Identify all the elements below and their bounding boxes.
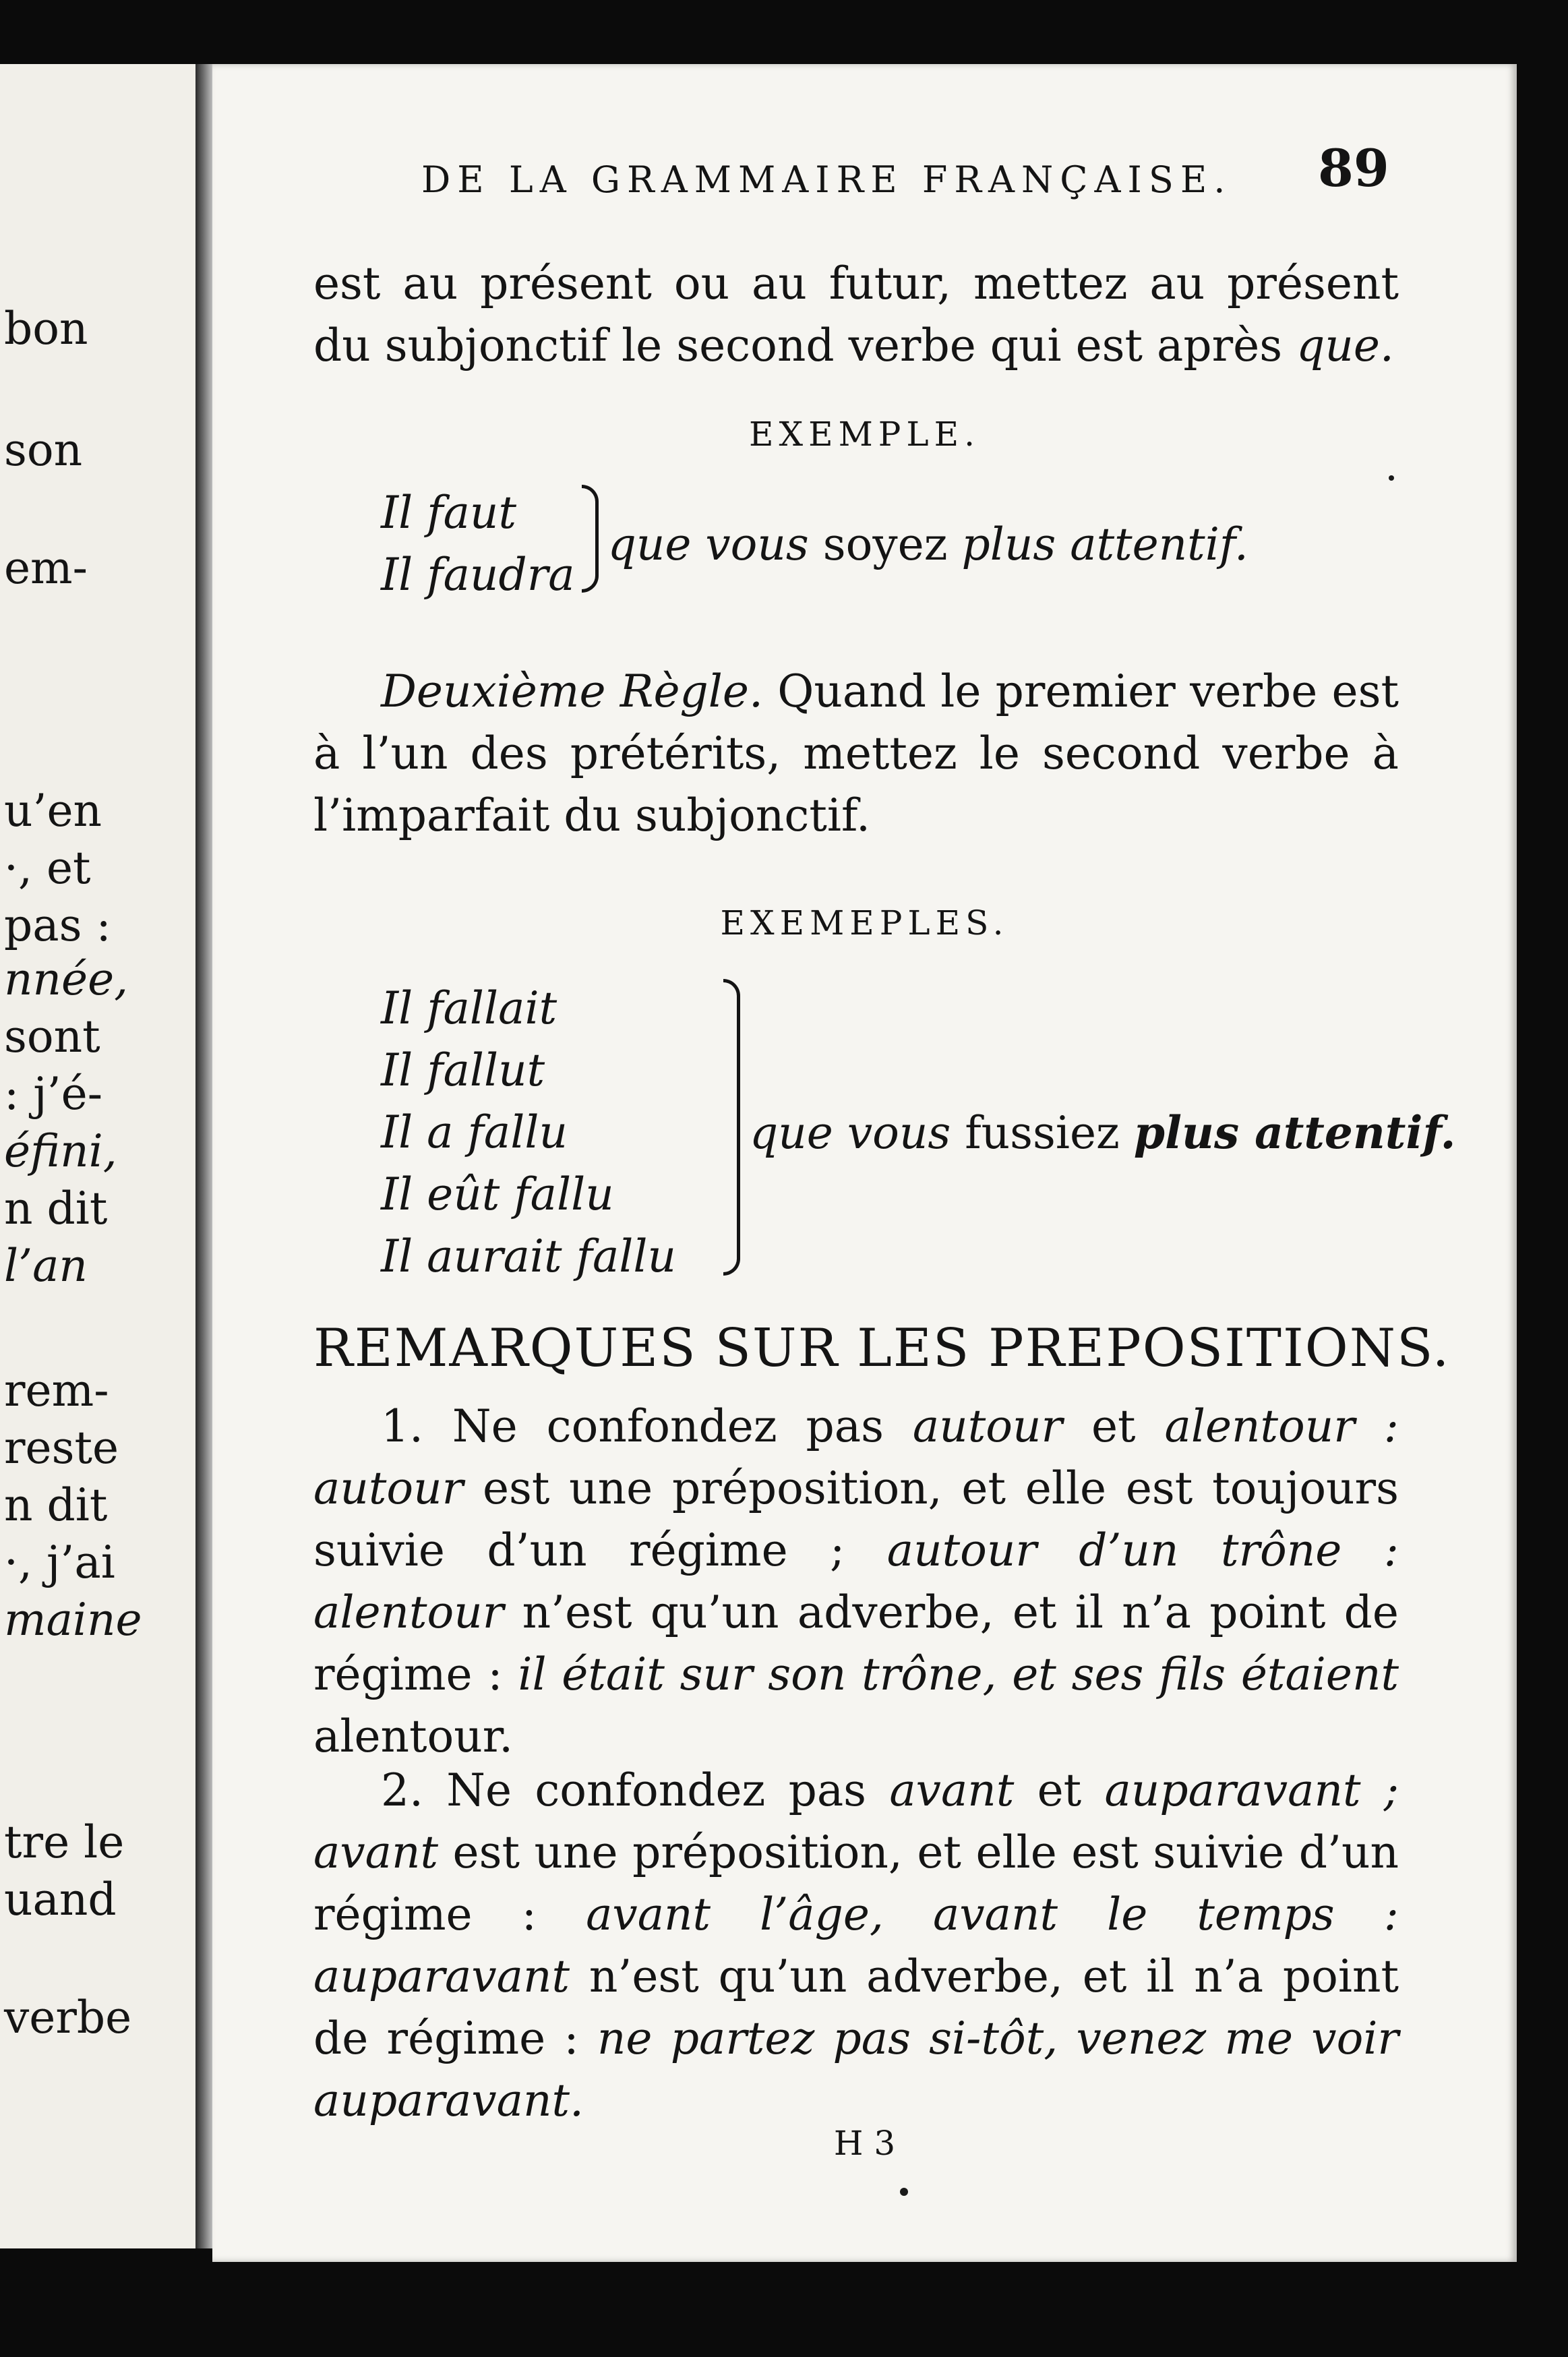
remark-2-text: est une préposition, et elle est suivie d’un régime : xyxy=(313,1826,1399,1940)
remark-2-text: Ne confondez pas xyxy=(446,1764,867,1816)
remark-2-example: avant l’âge, avant le temps : auparavant xyxy=(313,1888,1399,2002)
remark-1-text: Ne confondez pas xyxy=(452,1400,884,1452)
prev-page-text-fragment: uand xyxy=(4,1874,117,1926)
prev-page-text-fragment: sont xyxy=(4,1011,100,1063)
page-number: 89 xyxy=(1318,138,1389,198)
intro-text: est au présent ou au futur, mettez au présent du subjonctif le second verbe qui est après xyxy=(313,258,1399,371)
remark-1-example: autour d’un trône : alentour xyxy=(313,1524,1399,1638)
heading-exemple: EXEMPLE. xyxy=(748,415,981,454)
example-2-que: que vous xyxy=(750,1107,951,1159)
example-2-line: Il aurait fallu xyxy=(381,1230,677,1282)
section-title: REMARQUES SUR LES PREPOSITIONS. xyxy=(313,1318,1451,1379)
example-1-result xyxy=(608,482,1248,606)
rule-2-paragraph xyxy=(313,661,1399,847)
remark-1-paragraph xyxy=(313,1396,1399,1768)
prev-page-text-fragment: ·, et xyxy=(4,842,91,894)
example-2-complement: plus attentif. xyxy=(1133,1106,1456,1159)
intro-paragraph xyxy=(313,253,1399,377)
remark-1-term: autour xyxy=(313,1462,464,1514)
prev-page-text-fragment: pas : xyxy=(4,899,111,951)
rule-2-text: Quand le premier verbe est à l’un des prétérits, mettez le second verbe à l’imparfait du subjonctif. xyxy=(313,665,1399,841)
remark-1-term: alentour : xyxy=(1164,1400,1399,1452)
prev-page-text-fragment: son xyxy=(4,424,83,476)
prev-page-text-fragment: nnée, xyxy=(4,953,129,1005)
prev-page-text-fragment: n dit xyxy=(4,1479,108,1531)
prev-page-text-fragment: maine xyxy=(4,1594,142,1646)
example-2-line: Il fallut xyxy=(381,1044,545,1096)
remark-2-term: avant xyxy=(889,1764,1015,1816)
prev-page-text-fragment: verbe xyxy=(4,1992,132,2043)
example-1-brace xyxy=(575,482,608,606)
example-1-complement: plus attentif. xyxy=(961,518,1248,570)
remark-2-text: et xyxy=(1037,1764,1082,1816)
example-2-line: Il a fallu xyxy=(381,1106,568,1158)
heading-exemples: EXEMEPLES. xyxy=(720,903,1009,943)
prev-page-text-fragment: l’an xyxy=(4,1240,88,1292)
previous-page-edge xyxy=(0,64,195,2248)
example-1-que: que vous xyxy=(607,518,809,570)
remark-1-text: n’est qu’un adverbe, et il n’a point de régime : xyxy=(313,1586,1399,1700)
prev-page-text-fragment: tre le xyxy=(4,1816,125,1868)
remark-2-term: avant xyxy=(313,1826,439,1878)
prev-page-text-fragment: em- xyxy=(4,542,88,594)
remark-1-term: autour xyxy=(912,1400,1063,1452)
example-2-verb: fussiez xyxy=(965,1107,1120,1159)
remark-2-paragraph xyxy=(313,1760,1399,2132)
ink-speck xyxy=(900,2188,908,2196)
prev-page-text-fragment: bon xyxy=(4,303,88,355)
example-2-line: Il fallait xyxy=(381,982,557,1034)
prev-page-text-fragment: u’en xyxy=(4,785,102,837)
remark-2-text: n’est qu’un adverbe, et il n’a point de régime : xyxy=(313,1950,1399,2064)
remark-1-number: 1. xyxy=(381,1400,423,1452)
remark-2-term: auparavant ; xyxy=(1104,1764,1399,1816)
example-2-result xyxy=(750,978,1455,1288)
example-2-brace xyxy=(676,978,750,1288)
example-1-line: Il faut xyxy=(381,487,516,539)
book-page xyxy=(212,64,1517,2262)
example-2-line: Il eût fallu xyxy=(381,1168,614,1220)
intro-italic-end: que. xyxy=(1296,320,1394,371)
prev-page-text-fragment: n dit xyxy=(4,1183,108,1234)
remark-1-example: il était sur son trône, et ses fils étaient xyxy=(518,1648,1399,1700)
example-1-verbs xyxy=(381,482,575,606)
remark-2-number: 2. xyxy=(381,1764,423,1816)
prev-page-text-fragment: : j’é- xyxy=(4,1068,103,1120)
book-gutter xyxy=(195,64,212,2248)
example-1-verb: soyez xyxy=(822,518,948,570)
prev-page-text-fragment: ·, j’ai xyxy=(4,1536,115,1588)
prev-page-text-fragment: reste xyxy=(4,1422,119,1474)
rule-2-label: Deuxième Règle. xyxy=(381,665,763,717)
prev-page-text-fragment: éfini, xyxy=(4,1125,117,1177)
example-1 xyxy=(381,482,1248,606)
example-2-verbs xyxy=(381,978,676,1288)
remark-2-example: ne partez pas si-tôt, venez me voir auparavant. xyxy=(313,2012,1399,2126)
prev-page-text-fragment: rem- xyxy=(4,1365,109,1416)
signature-mark: H 3 xyxy=(833,2124,896,2163)
example-2 xyxy=(381,978,1455,1288)
remark-1-text: est une préposition, et elle est toujours suivie d’un régime ; xyxy=(313,1462,1399,1576)
ink-speck xyxy=(1389,475,1394,481)
running-head: DE LA GRAMMAIRE FRANÇAISE. xyxy=(421,158,1232,201)
example-1-line: Il faudra xyxy=(381,549,575,601)
remark-1-text: et xyxy=(1091,1400,1136,1452)
remark-1-text: alentour. xyxy=(313,1710,514,1762)
